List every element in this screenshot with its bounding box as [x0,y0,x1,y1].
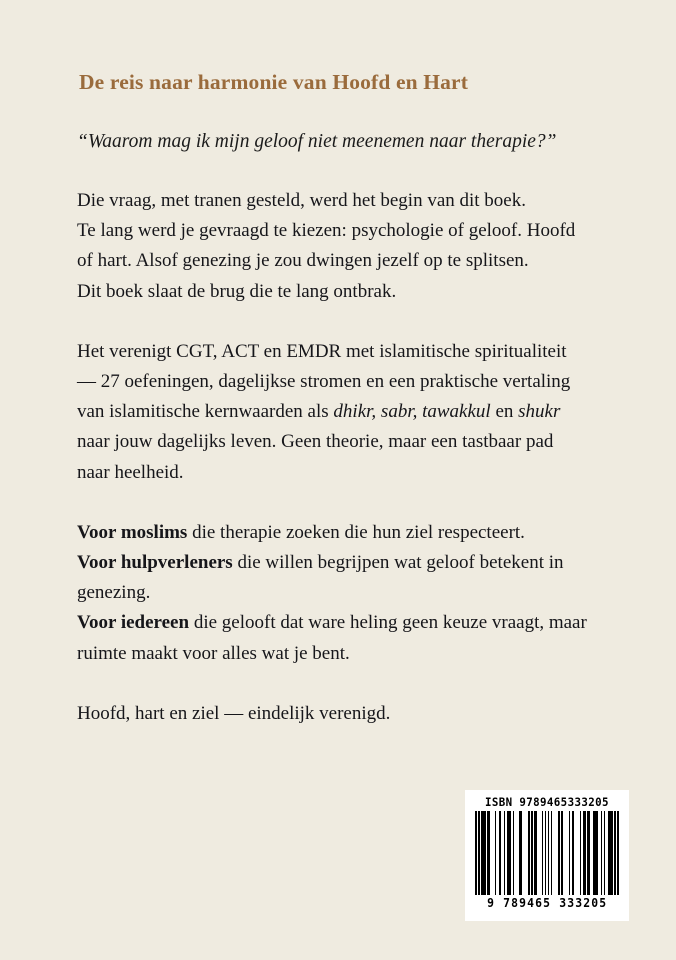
pull-quote: “Waarom mag ik mijn geloof niet meenemen naar therapie?” [77,131,557,152]
paragraph-method-line-4: naar jouw dagelijks leven. Geen theorie, maar een tastbaar pad [77,431,554,453]
paragraph-intro-line-1: Die vraag, met tranen gesteld, werd het begin van dit boek. [77,190,526,211]
paragraph-intro-line-3: of hart. Alsof genezing je zou dwingen jezelf op te splitsen. [77,250,529,272]
paragraph-method-line-2: — 27 oefeningen, dagelijkse stromen en een praktische vertaling [77,371,571,393]
cover-text-block [77,68,597,729]
paragraph-intro-line-4: Dit boek slaat de brug die te lang ontbrak. [77,280,397,302]
audience-line-iedereen [77,608,597,638]
audience-line-hulpverleners-cont: genezing. [77,582,151,604]
method-line-3-prefix: van islamitische kernwaarden als [77,401,334,423]
audience-label-iedereen: Voor iedereen [77,612,190,634]
paragraph-method-line-5: naar heelheid. [77,461,184,483]
method-line-3-conjunction: en [490,401,519,423]
paragraph-method [77,337,597,488]
isbn-label: ISBN 9789465333205 [485,795,609,809]
islamic-terms-group-1: dhikr, sabr, tawakkul [333,401,491,423]
paragraph-closing [77,699,597,729]
audience-label-hulpverleners: Voor hulpverleners [77,552,233,574]
paragraph-method-line-3 [77,397,597,427]
paragraph-intro-line-2: Te lang werd je gevraagd te kiezen: psychologie of geloof. Hoofd [77,220,576,242]
audience-text-iedereen: die gelooft dat ware heling geen keuze vraagt, maar [189,612,587,634]
audience-text-hulpverleners: die willen begrijpen wat geloof betekent in [232,552,564,574]
barcode-bar [617,811,619,895]
audience-label-moslims: Voor moslims [77,521,188,543]
barcode-bars [475,811,619,895]
audience-line-hulpverleners [77,548,597,578]
page-title: De reis naar harmonie van Hoofd en Hart [79,70,469,94]
paragraph-audience [77,518,597,669]
audience-text-moslims: die therapie zoeken die hun ziel respecteert. [187,521,525,543]
closing-line: Hoofd, hart en ziel — eindelijk verenigd. [77,702,391,724]
isbn-barcode-panel [465,790,629,921]
audience-line-moslims [77,518,597,548]
audience-line-iedereen-cont: ruimte maakt voor alles wat je bent. [77,642,350,664]
islamic-term-shukr: shukr [518,401,561,423]
paragraph-method-line-1: Het verenigt CGT, ACT en EMDR met islamitische spiritualiteit [77,340,567,362]
isbn-digits: 9 789465 333205 [486,896,608,910]
paragraph-intro [77,186,597,307]
